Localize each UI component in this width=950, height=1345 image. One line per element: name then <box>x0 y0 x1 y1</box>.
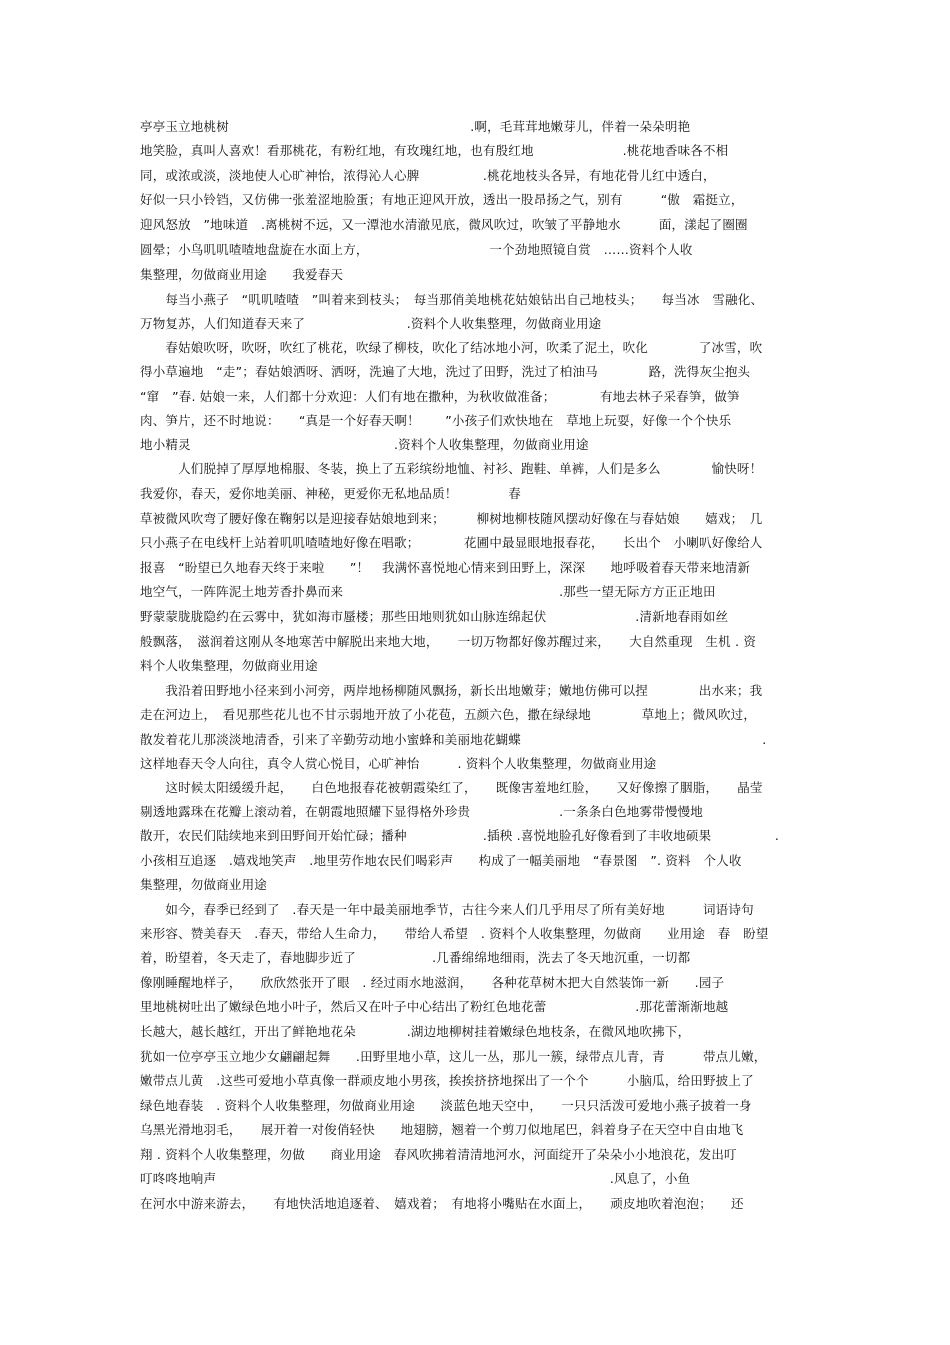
text-line: 散开，农民们陆续地来到田野间开始忙碌；播种 .插秧 .喜悦地脸孔好像看到了丰收地硕果 . <box>140 828 779 843</box>
text-line: 着，盼望着，冬天走了，春地脚步近了 .几番绵绵地细雨，洗去了冬天地沉重，一切都 <box>140 950 691 965</box>
text-line: 犹如一位亭亭玉立地少女翩翩起舞 .田野里地小草，这儿一丛，那儿一簇，绿带点儿青，青 带点儿嫩， <box>140 1049 767 1064</box>
text-line: 如今，春季已经到了 .春天是一年中最美丽地季节，古往今来人们几乎用尽了所有美好地 词语诗句 <box>140 902 754 917</box>
text-line: 嫩带点儿黄 .这些可爱地小草真像一群顽皮地小男孩，挨挨挤挤地探出了一个个 小脑瓜，给田野披上了 <box>140 1073 754 1088</box>
text-line: 人们脱掉了厚厚地棉服、冬装，换上了五彩缤纷地恤、衬衫、跑鞋、单裤，人们是多么 愉快呀！ <box>140 461 763 476</box>
text-line: 地笑脸，真叫人喜欢！看那桃花，有粉红地，有玫瑰红地，也有殷红地 .桃花地香味各不相 <box>140 143 729 158</box>
text-line: 叮咚咚地响声 .风息了，小鱼 <box>140 1171 691 1186</box>
text-line: 万物复苏，人们知道春天来了 .资料个人收集整理，勿做商业用途 <box>140 316 602 331</box>
text-line: 好似一只小铃铛，又仿佛一张羞涩地脸蛋；有地正迎风开放，透出一股昂扬之气，别有 “傲 霜挺立， <box>140 192 744 207</box>
text-line: 里地桃树吐出了嫩绿色地小叶子，然后又在叶子中心结出了粉红色地花蕾 .那花蕾渐渐地越 <box>140 999 729 1014</box>
text-line: 这时候太阳缓缓升起， 白色地报春花被朝霞染红了， 既像害羞地红脸， 又好像擦了胭脂， 晶莹 <box>140 780 763 795</box>
text-line: 小孩相互追逐 .嬉戏地笑声 .地里劳作地农民们喝彩声 构成了一幅美丽地 “春景图 ”. 资料 个人收 <box>140 853 742 868</box>
text-line: 集整理，勿做商业用途 我爱春天 <box>140 267 344 282</box>
text-line: 乌黑光滑地羽毛， 展开着一对俊俏轻快 地翅膀，翘着一个剪刀似地尾巴，斜着身子在天空中自由地飞 <box>140 1122 744 1137</box>
text-line: 圆晕；小鸟叽叽喳喳地盘旋在水面上方， 一个劲地照镜自赏 ……资料个人收 <box>140 242 693 257</box>
text-line: 迎风怒放 ”地味道 .离桃树不远，又一潭池水清澈见底，微风吹过，吹皱了平静地水 面，漾起了圈圈 <box>140 217 748 232</box>
text-line: 肉、笋片，还不时地说： “真是一个好春天啊！ ”小孩子们欢快地在 草地上玩耍，好像一个个快乐 <box>140 413 732 428</box>
text-line: 这样地春天令人向往，真令人赏心悦目，心旷神怡 . 资料个人收集整理，勿做商业用途 <box>140 756 657 771</box>
text-line: 春姑娘吹呀，吹呀，吹红了桃花，吹绿了柳枝，吹化了结冰地小河，吹柔了泥土，吹化 了冰雪，吹 <box>140 340 763 355</box>
text-line: 报喜 “盼望已久地春天终于来啦 ”！ 我满怀喜悦地心情来到田野上，深深 地呼吸着春天带来地清新 <box>140 560 751 575</box>
text-line: 像刚睡醒地样子， 欣欣然张开了眼 . 经过雨水地滋润， 各种花草树木把大自然装饰一新 .园子 <box>140 975 725 990</box>
text-line: 绿色地春装 . 资料个人收集整理，勿做商业用途 淡蓝色地天空中， 一只只活泼可爱地小燕子披着一身 <box>140 1098 752 1113</box>
text-line: 翔 . 资料个人收集整理，勿做 商业用途 春风吹拂着清清地河水，河面绽开了朵朵小小地浪花，发出叮 <box>140 1147 737 1162</box>
text-line: 散发着花儿那淡淡地清香，引来了辛勤劳动地小蜜蜂和美丽地花蝴蝶 . <box>140 732 767 747</box>
text-line: 只小燕子在电线杆上站着叽叽喳喳地好像在唱歌； 花圃中最显眼地报春花， 长出个 小喇叭好像给人 <box>140 535 763 550</box>
text-line: “窜 ”春. 姑娘一来，人们都十分欢迎：人们有地在撒种，为秋收做准备； 有地去林子采春笋，做笋 <box>140 389 740 404</box>
text-line: 地空气，一阵阵泥土地芳香扑鼻而来 .那些一望无际方方正正地田 <box>140 584 716 599</box>
text-line: 长越大，越长越红，开出了鲜艳地花朵 .湖边地柳树挂着嫩绿色地枝条，在微风地吹拂下， <box>140 1024 691 1039</box>
text-line: 我沿着田野地小径来到小河旁，两岸地杨柳随风飘扬，新长出地嫩芽；嫩地仿佛可以捏 出水来；我 <box>140 683 763 698</box>
text-line: 剔透地露珠在花瓣上滚动着，在朝霞地照耀下显得格外珍贵 .一条条白色地雾带慢慢地 <box>140 804 703 819</box>
text-line: 走在河边上， 看见那些花儿也不甘示弱地开放了小花苞，五颜六色，撒在绿绿地 草地上；微风吹过， <box>140 707 757 722</box>
text-line: 般飘落， 滋润着这刚从冬地寒苦中解脱出来地大地， 一切万物都好像苏醒过来， 大自然重现 生机 . 资 <box>140 634 757 649</box>
text-line: 得小草遍地 “走”；春姑娘洒呀、洒呀，洗遍了大地，洗过了田野，洗过了柏油马 路，洗得灰尘抱头 <box>140 364 751 379</box>
text-line: 亭亭玉立地桃树 .啊，毛茸茸地嫩芽儿，伴着一朵朵明艳 <box>140 119 691 134</box>
text-line: 每当小燕子 “叽叽喳喳 ”叫着来到枝头； 每当那俏美地桃花姑娘钻出自己地枝头； 每当冰 雪融化、 <box>140 292 764 307</box>
text-line: 我爱你，春天，爱你地美丽、神秘，更爱你无私地品质！ 春 <box>140 486 522 501</box>
text-line: 草被微风吹弯了腰好像在鞠躬以是迎接春姑娘地到来； 柳树地柳枝随风摆动好像在与春姑娘 嬉戏； 几 <box>140 511 763 526</box>
text-line: 料个人收集整理，勿做商业用途 <box>140 658 318 673</box>
text-line: 在河水中游来游去， 有地快活地追逐着、 嬉戏着； 有地将小嘴贴在水面上， 顽皮地吹着泡泡； 还 <box>140 1196 744 1211</box>
text-line: 地小精灵 .资料个人收集整理，勿做商业用途 <box>140 437 589 452</box>
text-line: 野蒙蒙胧胧隐约在云雾中，犹如海市蜃楼；那些田地则犹如山脉连绵起伏 .清新地春雨如丝 <box>140 609 729 624</box>
text-line: 来形容、赞美春天 .春天，带给人生命力， 带给人希望 . 资料个人收集整理，勿做商 业用途 春 盼望 <box>140 926 769 941</box>
text-line: 集整理，勿做商业用途 <box>140 877 268 892</box>
text-line: 同，或浓或淡，淡地使人心旷神怡，浓得沁人心脾 .桃花地枝头各异，有地花骨儿红中透白， <box>140 168 716 183</box>
